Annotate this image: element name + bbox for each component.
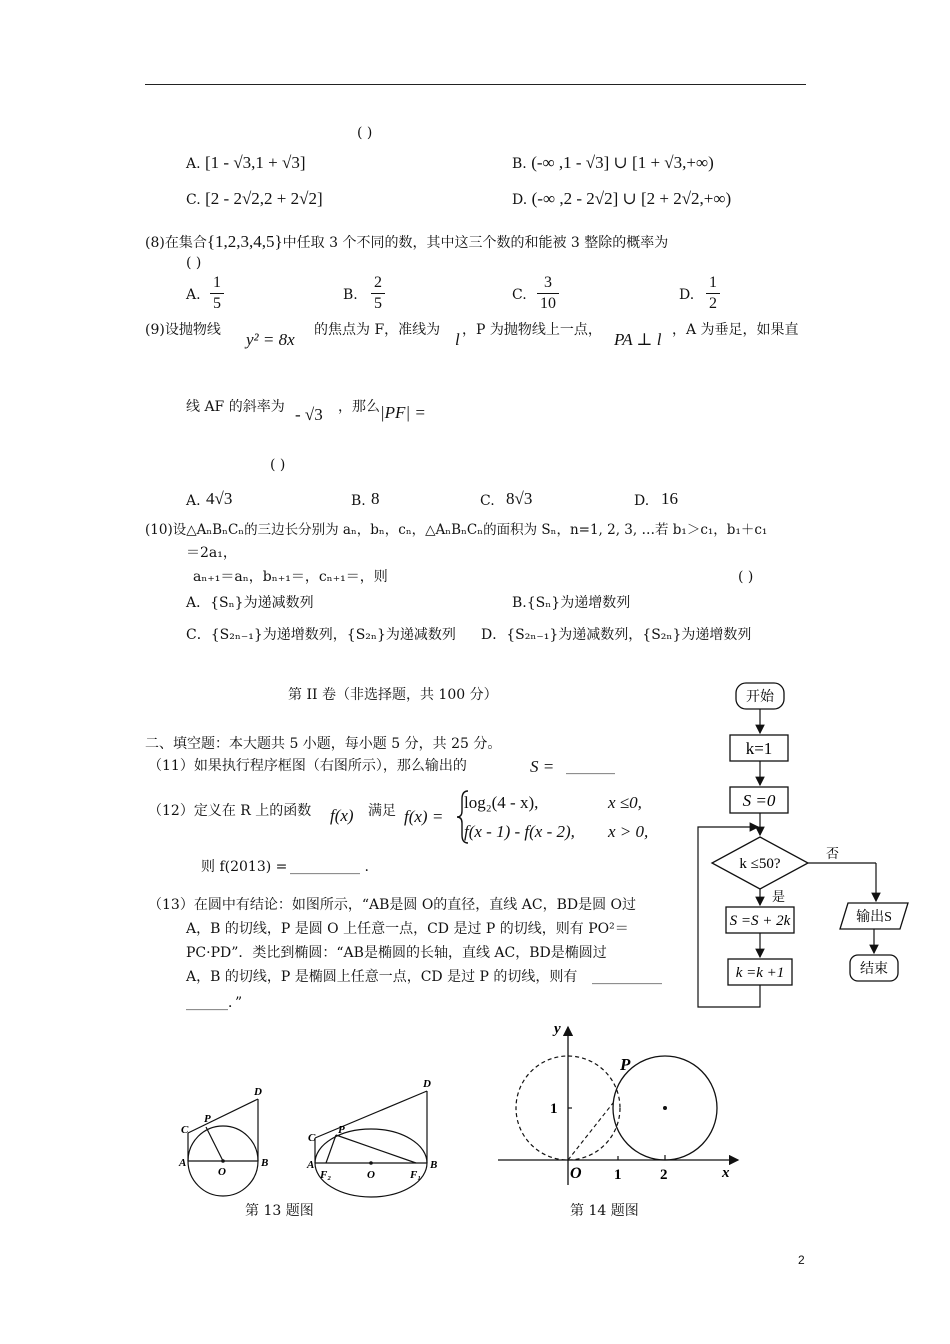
q10-option-d: D．{S₂ₙ₋₁}为递减数列，{S₂ₙ}为递增数列 [481,627,752,643]
q9-slope: - √3 [295,405,323,424]
q8-option-a-fraction [210,274,224,313]
q8-option-c-fraction [537,274,559,313]
q7-option-c-label: C. [186,192,201,208]
q8-option-c-label: C. [512,287,527,303]
q8-stem-pre: (8)在集合 [145,235,207,251]
fig13-ellipse-label-f1: F₁ [410,1169,422,1181]
q13-line1: （13）在圆中有结论：如图所示，“AB是圆 O的直径，直线 AC，BD是圆 O过 [148,897,637,913]
fig14-tick-x2: 2 [660,1167,668,1183]
q13-line3: PC·PD”．类比到椭圆：“AB是椭圆的长轴，直线 AC，BD是椭圆过 [186,945,607,961]
flow-update-k-text: k =k +1 [735,965,785,981]
q7-option-b: (-∞ ,1 - √3] ∪ [1 + √3,+∞) [531,153,714,172]
q12-text-mid: 满足 [368,803,396,819]
figure14-caption: 第 14 题图 [570,1203,639,1219]
fig14-radius-line [568,1103,613,1160]
q10-option-a: A．{Sₙ}为递减数列 [186,595,314,611]
q9-option-b-label: B. [351,493,366,509]
q9-option-c: 8√3 [506,489,533,508]
q8-option-d-label: D. [679,287,695,303]
fig13-label-b: B [261,1157,269,1169]
q8-option-a-label: A. [186,287,201,303]
fig14-tick-x1: 1 [614,1167,622,1183]
q9-answer-paren: ( ) [270,457,286,473]
q12-case1-expr: log₂(4 - x), [464,793,539,812]
flow-condition-text: k ≤50? [739,856,781,872]
q7-option-b-label: B. [512,156,527,172]
flow-output-text: 输出S [856,910,892,925]
q13-line2: A，B 的切线，P 是圆 O 上任意一点，CD 是过 P 的切线，则有 PO²＝ [186,921,629,937]
q8-stem-post: 中任取 3 个不同的数，其中这三个数的和能被 3 整除的概率为 [282,235,669,251]
q10-line2: ＝2a₁， [186,545,237,561]
q8-option-b-fraction [371,274,385,313]
fig13-ellipse-label-b: B [430,1159,438,1171]
flow-no-label: 否 [826,846,840,861]
q9-stem-3: ，P 为抛物线上一点， [462,322,602,338]
fig13-ellipse-label-c: C [308,1132,316,1144]
fig13-ellipse-label-d: D [423,1078,431,1090]
q9-line2-pre: 线 AF 的斜率为 [186,399,285,415]
q8-option-c-num: 3 [544,274,552,291]
q12-case2-expr: f(x - 1) - f(x - 2), [464,822,575,841]
q9-stem-4: ，A 为垂足，如果直 [672,322,799,338]
q11-text: （11）如果执行程序框图（右图所示），那么输出的 [148,758,467,774]
q8-option-a-den: 5 [213,295,221,312]
q9-stem-2: 的焦点为 F，准线为 [314,322,441,338]
q9-option-d-label: D. [634,493,650,509]
q9-option-a: 4√3 [206,489,233,508]
q9-option-b: 8 [371,489,380,508]
fig14-y-label: y [554,1021,561,1037]
q8-option-d-den: 2 [709,295,717,312]
fill-in-header: 二、填空题：本大题共 5 小题，每小题 5 分，共 25 分。 [145,736,502,752]
figure13 [170,1075,460,1205]
q11-expr: S = [530,757,555,776]
flowchart [690,675,920,1025]
fig13-label-o: O [218,1166,226,1178]
flow-init-k-text: k=1 [745,739,773,758]
fig14-point-label: P [620,1055,631,1074]
q10-answer-paren: ( ) [738,569,754,585]
flow-update-s-text: S =S + 2k [729,913,791,929]
fig14-tick-y1: 1 [550,1101,558,1117]
q8-option-b-num: 2 [374,274,382,291]
q13-blank1: __________ [592,969,662,985]
q7-option-c: [2 - 2√2,2 + 2√2] [205,189,323,208]
q9-pf: |PF| = [380,403,426,422]
fig13-ellipse-label-o: O [367,1169,375,1181]
q8-option-d-fraction [706,274,720,313]
q12-answer-pre: 则 f(2013) = [201,859,288,875]
fig13-label-p: P [204,1113,211,1125]
q9-perp: PA ⊥ l [614,330,662,349]
q13-line4: A，B 的切线，P 是椭圆上任意一点，CD 是过 P 的切线，则有 [186,969,578,985]
fig13-label-c: C [181,1124,189,1136]
q9-option-c-label: C. [480,493,495,509]
flow-end-text: 结束 [860,962,888,977]
q12-fx: f(x) [330,806,354,825]
q12-case1-cond: x ≤0, [608,793,642,812]
q9-curve: y² = 8x [246,330,295,349]
fig13-ellipse-label-f2: F₂ [320,1169,332,1181]
flow-init-s-text: S =0 [742,791,776,810]
q7-answer-paren: ( ) [357,125,373,141]
fig14-center-dot [663,1106,667,1110]
section2-title: 第 II 卷（非选择题，共 100 分） [288,687,498,703]
q8-option-c-den: 10 [540,295,556,312]
figure13-caption: 第 13 题图 [245,1203,314,1219]
q7-option-a: [1 - √3,1 + √3] [205,153,306,172]
flow-start-text: 开始 [746,690,774,705]
q10-option-b: B.{Sₙ}为递增数列 [512,595,631,611]
top-rule [145,84,806,85]
q7-option-a-label: A. [186,156,201,172]
q8-option-a-num: 1 [213,274,221,291]
q8-option-b-label: B. [343,287,358,303]
fig13-label-a: A [179,1157,187,1169]
q11-blank: _______ [566,759,615,775]
q9-stem-1: (9)设抛物线 [145,322,221,338]
q8-stem [145,233,668,252]
q7-option-d: (-∞ ,2 - 2√2] ∪ [2 + 2√2,+∞) [531,189,732,208]
fig13-label-d: D [254,1086,262,1098]
fig14-origin-label: O [570,1165,582,1182]
q7-option-d-label: D. [512,192,528,208]
q9-option-d: 16 [661,489,678,508]
q9-line2-mid: ，那么 [338,399,380,415]
q12-text-pre: （12）定义在 R 上的函数 [148,803,312,819]
q8-option-d-num: 1 [709,274,717,291]
q10-line1: (10)设△AₙBₙCₙ的三边长分别为 aₙ，bₙ，cₙ，△AₙBₙCₙ的面积为 Sₙ，n=1, 2, 3, …若 b₁＞c₁，b₁＋c₁ [145,522,768,538]
page-number: 2 [798,1253,805,1267]
q9-option-a-label: A. [186,493,201,509]
q8-answer-paren: ( ) [186,255,202,271]
flow-yes-label: 是 [772,889,786,904]
q10-line3: aₙ₊₁＝aₙ，bₙ₊₁＝，cₙ₊₁＝，则 [193,569,388,585]
figure14 [490,1015,750,1195]
q12-lhs: f(x) = [404,807,444,826]
q8-option-b-den: 5 [374,295,382,312]
q13-line5: ______．” [186,995,243,1011]
q8-set: {1,2,3,4,5} [206,232,283,251]
q12-blank: __________ . [290,859,369,875]
q9-line-l: l [455,330,460,349]
fig13-ellipse-label-a: A [307,1159,315,1171]
fig13-ellipse-label-p: P [338,1124,345,1136]
fig14-x-label: x [722,1165,730,1181]
q12-case2-cond: x > 0, [608,822,649,841]
q10-option-c: C．{S₂ₙ₋₁}为递增数列，{S₂ₙ}为递减数列 [186,627,456,643]
